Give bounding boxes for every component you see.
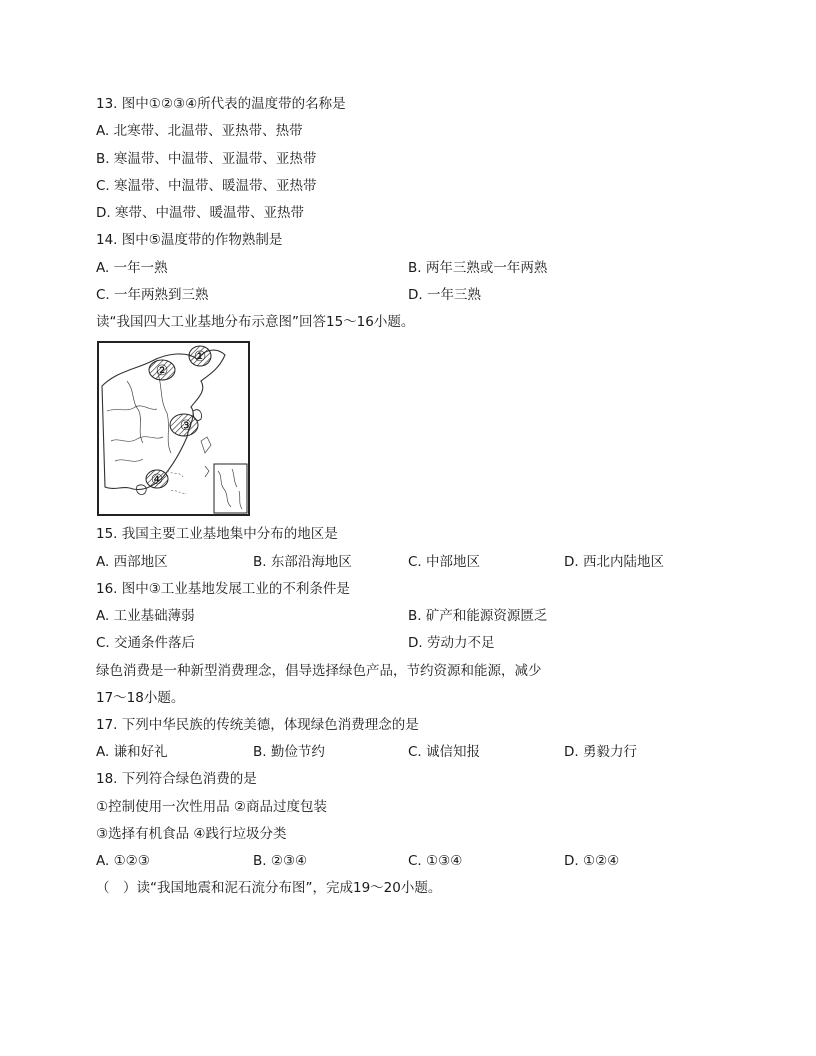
industrial-base-map	[97, 341, 250, 516]
q16-option-c: C. 交通条件落后	[96, 635, 196, 651]
intro-17-18-line2: 17～18小题。	[96, 690, 185, 706]
q13-option-a: A. 北寒带、北温带、亚热带、热带	[96, 123, 303, 139]
q13-option-c: C. 寒温带、中温带、暖温带、亚热带	[96, 178, 317, 194]
q15-option-a: A. 西部地区	[96, 554, 168, 570]
q15-stem: 15. 我国主要工业基地集中分布的地区是	[96, 526, 338, 542]
intro-15-16: 读“我国四大工业基地分布示意图”回答15～16小题。	[96, 314, 415, 330]
map-label-2: ②	[155, 363, 169, 379]
q13-option-d: D. 寒带、中温带、暖温带、亚热带	[96, 205, 304, 221]
q15-option-c: C. 中部地区	[408, 554, 481, 570]
q17-option-c: C. 诚信知报	[408, 744, 481, 760]
q18-item-line2: ③选择有机食品 ④践行垃圾分类	[96, 826, 287, 842]
q18-item-line1: ①控制使用一次性用品 ②商品过度包装	[96, 799, 327, 815]
q17-option-d: D. 勇毅力行	[564, 744, 637, 760]
q13-stem: 13. 图中①②③④所代表的温度带的名称是	[96, 96, 346, 112]
q14-stem: 14. 图中⑤温度带的作物熟制是	[96, 232, 283, 248]
q13-option-b: B. 寒温带、中温带、亚温带、亚热带	[96, 151, 317, 167]
q16-stem: 16. 图中③工业基地发展工业的不利条件是	[96, 581, 350, 597]
intro-17-18-line1: 绿色消费是一种新型消费理念，倡导选择绿色产品，节约资源和能源，减少	[96, 663, 542, 679]
q18-stem: 18. 下列符合绿色消费的是	[96, 771, 257, 787]
q18-option-b: B. ②③④	[253, 853, 308, 869]
q17-option-a: A. 谦和好礼	[96, 744, 168, 760]
q18-option-c: C. ①③④	[408, 853, 463, 869]
q14-option-b: B. 两年三熟或一年两熟	[408, 260, 548, 276]
map-label-1: ①	[193, 349, 207, 365]
q18-option-a: A. ①②③	[96, 853, 150, 869]
q15-option-d: D. 西北内陆地区	[564, 554, 664, 570]
q16-option-d: D. 劳动力不足	[408, 635, 495, 651]
q16-option-a: A. 工业基础薄弱	[96, 608, 195, 624]
q17-stem: 17. 下列中华民族的传统美德，体现绿色消费理念的是	[96, 717, 419, 733]
q14-option-d: D. 一年三熟	[408, 287, 481, 303]
q15-option-b: B. 东部沿海地区	[253, 554, 352, 570]
q17-option-b: B. 勤俭节约	[253, 744, 325, 760]
map-label-3: ③	[179, 418, 193, 434]
q14-option-a: A. 一年一熟	[96, 260, 168, 276]
map-label-4: ④	[150, 472, 164, 488]
q16-option-b: B. 矿产和能源资源匮乏	[408, 608, 548, 624]
intro-19-20: （ ）读“我国地震和泥石流分布图”，完成19～20小题。	[96, 880, 442, 896]
q14-option-c: C. 一年两熟到三熟	[96, 287, 209, 303]
q18-option-d: D. ①②④	[564, 853, 620, 869]
